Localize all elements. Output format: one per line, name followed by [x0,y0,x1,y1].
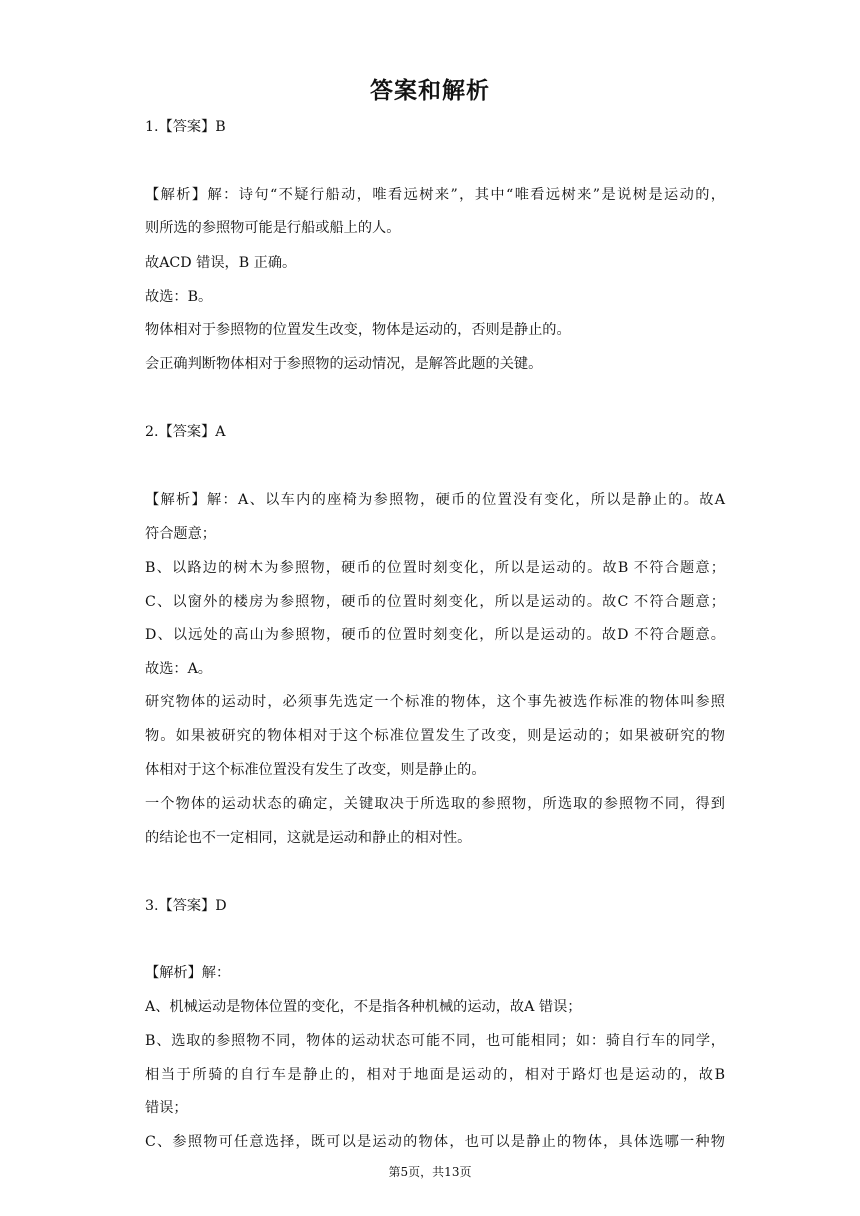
analysis-line: 故选：B。 [145,289,213,305]
analysis-line: 相当于所骑的自行车是静止的，相对于地面是运动的，相对于路灯也是运动的，故B [145,1067,725,1083]
analysis-line: 物。如果被研究的物体相对于这个标准位置发生了改变，则是运动的；如果被研究的物 [145,728,725,744]
analysis-line: 一个物体的运动状态的确定，关键取决于所选取的参照物，所选取的参照物不同，得到 [145,796,725,812]
analysis-line: D、以远处的高山为参照物，硬币的位置时刻变化，所以是运动的。故D 不符合题意。 [145,627,725,643]
analysis-line: C、参照物可任意选择，既可以是运动的物体，也可以是静止的物体，具体选哪一种物 [145,1134,725,1150]
analysis-line: 【解析】解： [145,965,231,981]
analysis-line: 研究物体的运动时，必须事先选定一个标准的物体，这个事先被选作标准的物体叫参照 [145,694,725,710]
answer-1: 1.【答案】B [145,119,226,135]
analysis-line: B、选取的参照物不同，物体的运动状态可能不同，也可能相同；如：骑自行车的同学， [145,1033,725,1049]
analysis-line: A、机械运动是物体位置的变化，不是指各种机械的运动，故A 错误； [145,999,582,1015]
analysis-line: 符合题意； [145,526,216,542]
analysis-line: 则所选的参照物可能是行船或船上的人。 [145,220,401,236]
analysis-line: 【解析】解：A、以车内的座椅为参照物，硬币的位置没有变化，所以是静止的。故A [145,492,725,508]
analysis-line: 故ACD 错误，B 正确。 [145,255,297,271]
page-title: 答案和解析 [370,78,490,104]
analysis-line: B、以路边的树木为参照物，硬币的位置时刻变化，所以是运动的。故B 不符合题意； [145,560,725,576]
analysis-line: 物体相对于参照物的位置发生改变，物体是运动的，否则是静止的。 [145,322,571,338]
analysis-line: 会正确判断物体相对于参照物的运动情况，是解答此题的关键。 [145,356,543,372]
answer-3: 3.【答案】D [145,898,227,914]
page-footer: 第5页，共13页 [388,1165,472,1179]
analysis-line: 故选：A。 [145,661,212,677]
analysis-line: 的结论也不一定相同，这就是运动和静止的相对性。 [145,830,472,846]
analysis-line: 【解析】解：诗句“不疑行船动，唯看远树来”，其中“唯看远树来”是说树是运动的， [145,187,725,203]
analysis-line: C、以窗外的楼房为参照物，硬币的位置时刻变化，所以是运动的。故C 不符合题意； [145,594,725,610]
analysis-line: 体相对于这个标准位置没有发生了改变，则是静止的。 [145,762,486,778]
answer-2: 2.【答案】A [145,424,226,440]
analysis-line: 错误； [145,1100,188,1116]
